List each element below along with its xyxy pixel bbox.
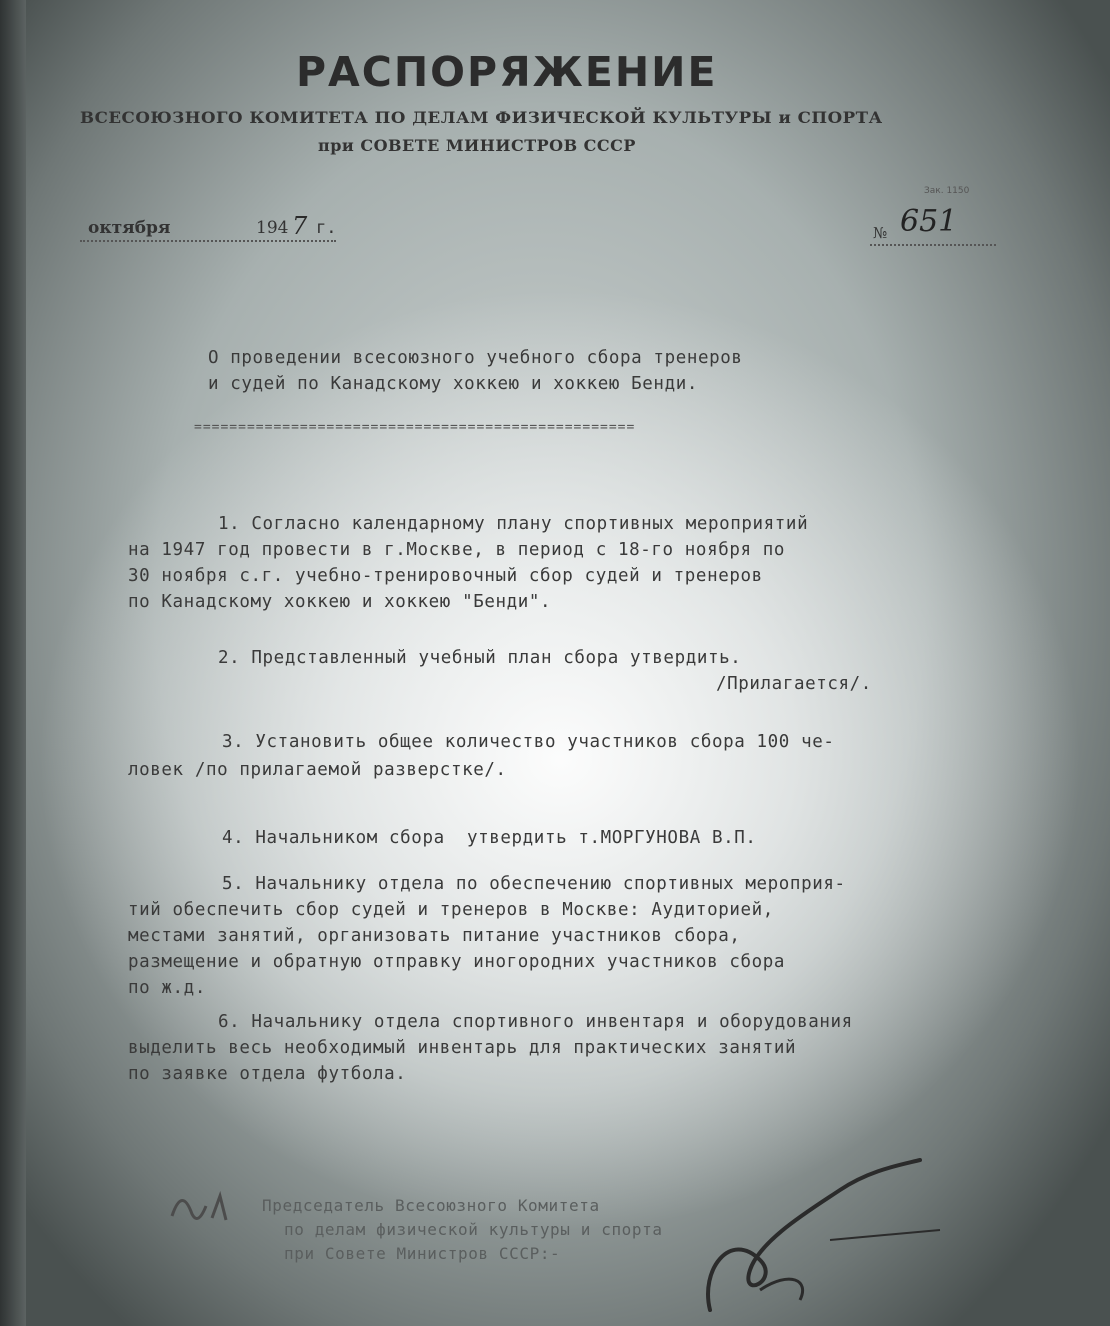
date-year-prefix: 194 bbox=[256, 218, 289, 238]
paragraph-line: выделить весь необходимый инвентарь для практических занятий bbox=[128, 1038, 797, 1058]
signatory-line: при Совете Министров СССР:- bbox=[284, 1244, 561, 1263]
page-edge-shadow bbox=[0, 0, 26, 1326]
paragraph-line: местами занятий, организовать питание участников сбора, bbox=[128, 926, 741, 946]
issuer-subline: при СОВЕТЕ МИНИСТРОВ СССР bbox=[318, 136, 636, 155]
paragraph-line: ловек /по прилагаемой разверстке/. bbox=[128, 760, 507, 780]
document-title: РАСПОРЯЖЕНИЕ bbox=[296, 48, 718, 96]
signatory-line: Председатель Всесоюзного Комитета bbox=[262, 1196, 600, 1215]
paragraph-line: /Прилагается/. bbox=[716, 674, 872, 694]
paragraph-line: 3. Установить общее количество участников сбора 100 че- bbox=[222, 732, 835, 752]
paragraph-line: 6. Начальнику отдела спортивного инвентаря и оборудования bbox=[218, 1012, 853, 1032]
paragraph-line: 5. Начальнику отдела по обеспечению спортивных мероприя- bbox=[222, 874, 846, 894]
handwritten-mark-icon bbox=[162, 1176, 272, 1236]
paragraph-line: на 1947 год провести в г.Москве, в период с 18-го ноября по bbox=[128, 540, 786, 560]
paragraph-line: по ж.д. bbox=[128, 978, 206, 998]
number-label: № bbox=[873, 224, 888, 242]
paragraph-line: 30 ноября с.г. учебно-тренировочный сбор судей и тренеров bbox=[128, 566, 763, 586]
paragraph-line: по заявке отдела футбола. bbox=[128, 1064, 407, 1084]
date-year-handwritten: 7 bbox=[292, 212, 308, 240]
paragraph-line: тий обеспечить сбор судей и тренеров в Москве: Аудиторией, bbox=[128, 900, 774, 920]
paragraph-line: размещение и обратную отправку иногородних участников сбора bbox=[128, 952, 786, 972]
date-year-suffix: г. bbox=[316, 218, 337, 238]
paragraph-line: 1. Согласно календарному плану спортивных мероприятий bbox=[218, 514, 809, 534]
number-underline bbox=[870, 244, 996, 246]
signature-icon bbox=[640, 1150, 960, 1320]
print-order-mark: Зак. 1150 bbox=[924, 186, 970, 196]
subject-line: О проведении всесоюзного учебного сбора тренеров bbox=[208, 348, 743, 368]
paragraph-line: 4. Начальником сбора утвердить т.МОРГУНОВА В.П. bbox=[222, 828, 757, 848]
subject-line: и судей по Канадскому хоккею и хоккею Бенди. bbox=[208, 374, 698, 394]
date-underline bbox=[80, 240, 336, 242]
paragraph-line: 2. Представленный учебный план сбора утвердить. bbox=[218, 648, 742, 668]
number-handwritten: 651 bbox=[900, 204, 958, 239]
subject-rule: ================================================== bbox=[194, 420, 636, 435]
paragraph-line: по Канадскому хоккею и хоккею "Бенди". bbox=[128, 592, 552, 612]
date-month: октября bbox=[88, 218, 171, 238]
issuer-line: ВСЕСОЮЗНОГО КОМИТЕТА ПО ДЕЛАМ ФИЗИЧЕСКОЙ КУЛЬТУРЫ и СПОРТА bbox=[80, 108, 883, 127]
signatory-line: по делам физической культуры и спорта bbox=[284, 1220, 663, 1239]
